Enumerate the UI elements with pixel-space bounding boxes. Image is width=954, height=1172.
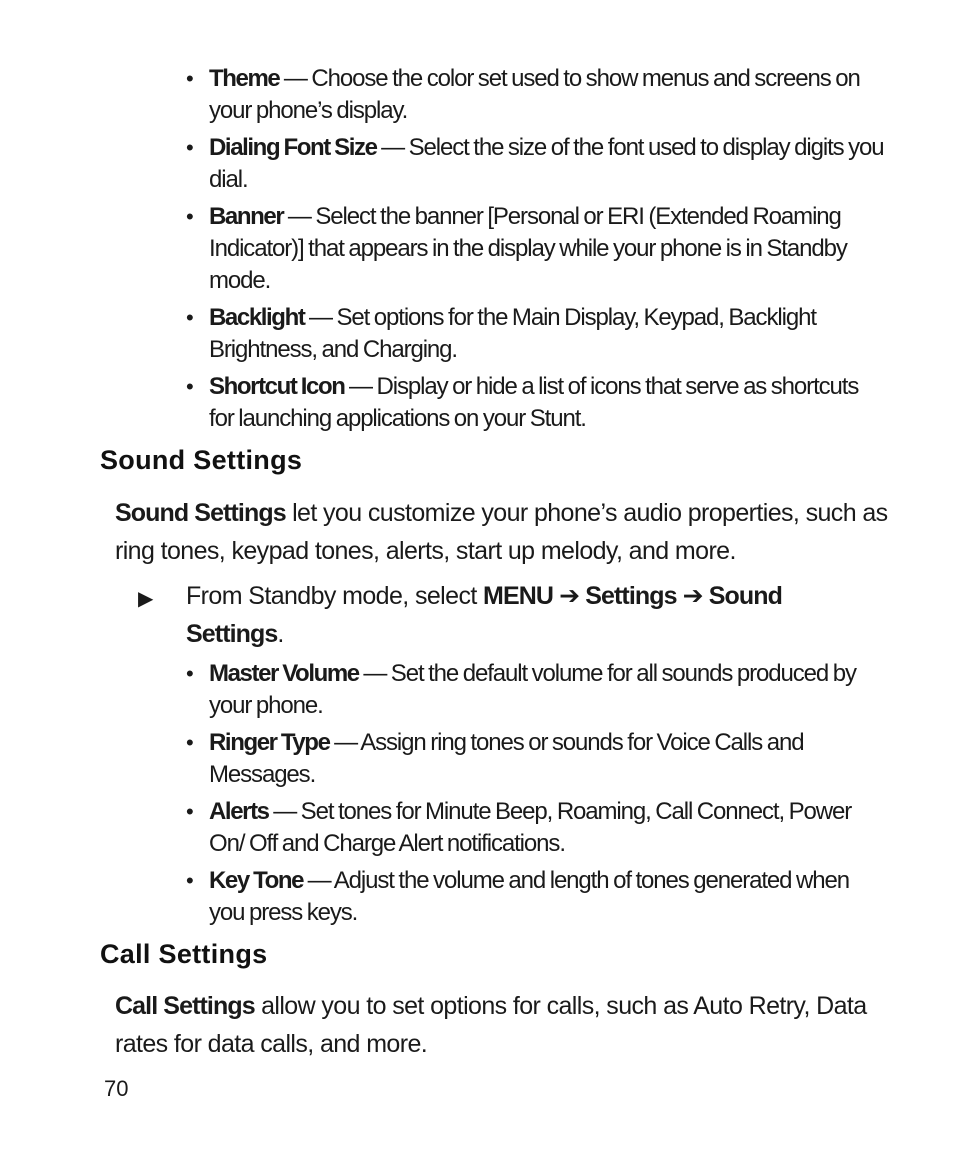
step-prefix: From Standby mode, select (186, 582, 484, 610)
term-label: Shortcut Icon (209, 373, 345, 400)
bullet-icon: • (186, 305, 194, 330)
term-label: Backlight (209, 304, 305, 331)
intro-term: Call Settings (115, 992, 255, 1020)
term-label: Ringer Type (209, 729, 330, 756)
term-description: — Display or hide a list of icons that serve as shortcuts for launching applications on your Stunt. (209, 373, 859, 432)
step-suffix: . (277, 620, 284, 648)
term-label: Dialing Font Size (209, 134, 377, 161)
call-settings-heading: Call Settings (100, 939, 268, 969)
intro-text: let you customize your phone’s audio properties, such as ring tones, keypad tones, alerts, start up melody, and more. (115, 499, 888, 565)
term-label: Theme (209, 65, 280, 92)
list-item-alerts (186, 796, 886, 860)
bullet-icon: • (186, 374, 194, 399)
bullet-icon: • (186, 799, 194, 824)
page-number: 70 (104, 1076, 129, 1101)
term-description: — Select the size of the font used to display digits you dial. (209, 134, 884, 193)
list-item-shortcut-icon (186, 371, 886, 435)
step-separator: ➔ (553, 582, 586, 610)
term-label: Alerts (209, 798, 269, 825)
step-separator: ➔ (676, 582, 709, 610)
term-description: — Adjust the volume and length of tones generated when you press keys. (209, 867, 849, 926)
call-settings-intro (115, 987, 895, 1063)
sound-settings-intro (115, 494, 895, 570)
list-item-key-tone (186, 865, 886, 929)
display-settings-list (186, 63, 886, 435)
term-label: Banner (209, 203, 284, 230)
sound-settings-label: Sound Settings (186, 582, 783, 648)
term-description: — Set tones for Minute Beep, Roaming, Call Connect, Power On/ Off and Charge Alert notifications. (209, 798, 852, 857)
list-item-banner (186, 201, 886, 297)
term-label: Key Tone (209, 867, 304, 894)
list-item-theme (186, 63, 886, 127)
bullet-icon: • (186, 730, 194, 755)
navigation-step (138, 577, 838, 653)
list-item-ringer-type (186, 727, 886, 791)
sound-settings-list (186, 658, 886, 929)
bullet-icon: • (186, 135, 194, 160)
step-text (138, 577, 838, 653)
bullet-icon: • (186, 204, 194, 229)
list-item-dialing-font-size (186, 132, 886, 196)
bullet-icon: • (186, 661, 194, 686)
intro-text: allow you to set options for calls, such as Auto Retry, Data rates for data calls, and more. (115, 992, 867, 1058)
term-description: — Select the banner [Personal or ERI (Extended Roaming Indicator)] that appears in the display while your phone is in Standby mode. (209, 203, 847, 294)
bullet-icon: • (186, 868, 194, 893)
term-label: Master Volume (209, 660, 359, 687)
bullet-icon: • (186, 66, 194, 91)
step-arrow-icon: ▶ (138, 588, 154, 610)
intro-term: Sound Settings (115, 499, 286, 527)
term-description: — Choose the color set used to show menus and screens on your phone’s display. (209, 65, 860, 124)
term-description: — Set options for the Main Display, Keypad, Backlight Brightness, and Charging. (209, 304, 816, 363)
term-description: — Set the default volume for all sounds produced by your phone. (209, 660, 856, 719)
list-item-master-volume (186, 658, 886, 722)
menu-label: MENU (483, 582, 554, 610)
list-item-backlight (186, 302, 886, 366)
sound-settings-heading: Sound Settings (100, 445, 303, 475)
settings-label: Settings (585, 582, 677, 610)
term-description: — Assign ring tones or sounds for Voice Calls and Messages. (209, 729, 804, 788)
